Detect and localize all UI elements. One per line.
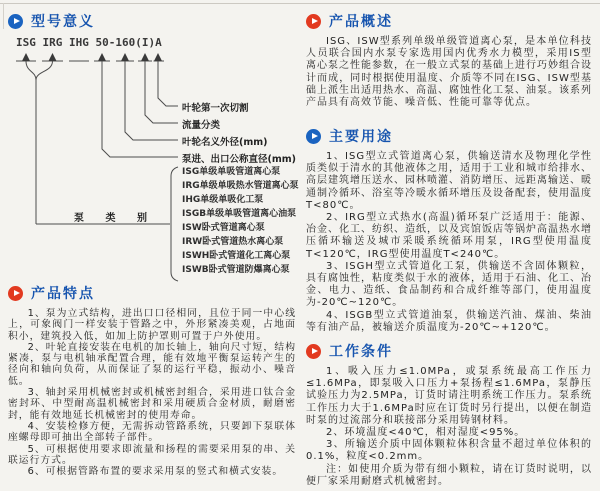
use-paragraph: 2、IRG型立式热水(高温)循环泵广泛适用于：能源、冶金、化工、纺织、造纸，以及宾馆饭店等锅炉高温热水增压循环输送及城市采暖系统循环用泵，IRG型使用温度T<120℃，IRG型使用温度T<240℃。	[306, 212, 592, 260]
feature-paragraph: 6、可根据管路布置的要求采用泵的竖式和横式安装。	[27, 466, 284, 478]
feature-paragraph: 3、轴封采用机械密封或机械密封组合，采用进口钛合金密封环、中型耐高温机械密封和采用硬质合金材质，耐磨密封，能有效地延长机械密封的使用寿命。	[8, 387, 296, 421]
diagram-callout-label: 叶轮第一次切割	[182, 103, 249, 114]
section-model-meaning	[8, 12, 299, 282]
scan-edge-left	[3, 3, 4, 29]
use-paragraph: 4、ISGB型立式管道油泵，供输送汽油、煤油、柴油等有油产品，被输送介质温度为-20℃~+120℃。	[306, 309, 592, 333]
section-title: 型号意义	[31, 14, 95, 30]
use-paragraph: 1、ISG型立式管道离心泵，供输送清水及物理化学性质类似于清水的其他液体之用，适用于工业和城市给排水、高层建筑增压送水、园林喷灌、消防增压、远距离输送、暖通制冷循环、浴室等冷暖水循环增压及设备配套，使用温度T<80℃。	[306, 151, 592, 211]
scan-edge-top	[0, 3, 600, 4]
feature-paragraph: 2、叶轮直接安装在电机的加长轴上，轴向尺寸短，结构紧凑，泵与电机轴承配置合理，能有效地平衡泵运转产生的径向和轴向负荷，从而保证了泵的运行平稳，振动小、噪音低。	[8, 341, 296, 387]
pump-category-label: 泵 类 别	[74, 213, 156, 224]
triangle-glyph	[312, 133, 318, 139]
section-header	[306, 127, 592, 145]
section-working-conditions	[306, 342, 592, 488]
section-header	[306, 342, 592, 360]
section-header	[306, 12, 592, 30]
model-code-diagram	[8, 36, 299, 282]
condition-paragraph: 3、所输送介质中固体颗粒体积含量不超过单位体积的0.1%，粒度<0.2mm。	[306, 439, 592, 463]
up-arrow-icons	[22, 53, 162, 61]
feature-paragraph: 5、可根据使用要求即流量和扬程的需要采用泵的串、关联运行方式。	[8, 443, 296, 466]
model-code-text: ISG IRG IHG 50-160(I)A	[16, 36, 162, 49]
diagram-callout-label: 流量分类	[182, 120, 221, 131]
triangle-glyph	[14, 18, 20, 24]
condition-note: 注：如使用介质为带有细小颗粒，请在订货时说明，以便厂家采用耐磨式机械密封。	[306, 463, 592, 487]
pump-type-list	[182, 165, 299, 277]
play-bullet-icon	[306, 344, 321, 359]
pump-type-item: IRW卧式管道热水离心泵	[182, 237, 284, 247]
use-paragraph: 3、ISGH型立式管道化工泵，供输送不含固体颗粒，具有腐蚀性，粘度类似于水的液体，适用于石油、化工、冶金、电力、造纸、食品制药和合成纤维等部门，使用温度为-20℃~120℃。	[306, 260, 592, 309]
section-header	[8, 284, 296, 302]
condition-paragraph: 1、吸入压力≤1.0MPa，或泵系统最高工作压力≤1.6MPa，即泵吸入口压力+泵扬程≤1.6MPa，泵静压试验压力为2.5MPa，订货时请注明系统工作压力。泵系统工作压力大于1.6MPa时应在订货时另行提出，以便在制造时泵的过流部分和联接部分采用铸钢材料。	[306, 366, 592, 426]
pump-type-item: IRG单级单吸热水管道离心泵	[182, 181, 299, 191]
section-title: 主要用途	[329, 129, 393, 145]
triangle-glyph	[14, 290, 20, 296]
pump-type-item: ISGB单级单吸管道离心油泵	[182, 209, 297, 219]
feature-paragraph: 4、安装检修方便，无需拆动管路系统，只要卸下泵联体座螺母即可抽出全部转子部件。	[8, 420, 296, 444]
section-product-overview	[306, 12, 592, 109]
pump-type-item: ISWH卧式管道化工离心泵	[182, 251, 291, 261]
play-bullet-icon	[306, 14, 321, 29]
section-header	[8, 12, 296, 30]
pump-type-item: ISG单级单吸管道离心泵	[182, 167, 281, 177]
pump-type-item: ISW卧式管道离心泵	[182, 223, 265, 233]
diagram-callout-label: 泵进、出口公称直径(mm)	[182, 154, 296, 165]
pump-type-item: ISWB卧式管道防爆离心泵	[182, 265, 290, 275]
play-bullet-icon	[306, 129, 321, 144]
section-main-uses	[306, 127, 592, 334]
left-column	[8, 8, 299, 486]
section-product-features	[8, 284, 296, 477]
section-title: 产品概述	[329, 14, 393, 30]
section-title: 工作条件	[329, 344, 393, 360]
right-column	[306, 8, 592, 486]
triangle-glyph	[312, 348, 318, 354]
diagram-callout-label: 叶轮名义外径(mm)	[182, 137, 268, 148]
play-bullet-icon	[8, 286, 23, 301]
section-title: 产品特点	[31, 286, 95, 302]
play-bullet-icon	[8, 14, 23, 29]
overview-paragraph: ISG、ISW型系列单级单级管道离心泵，是本单位科技人员联合国内水泵专家选用国内优秀水力模型，采用IS型离心泵之性能参数，在一般立式泵的基础上进行巧妙组合设计而成，同时根据使用温度、介质等不同在ISG、ISW型基础上派生出适用热水、高温、腐蚀性化工泵、油泵。该系列产品具有高效节能、噪音低、性能可靠等优点。	[306, 36, 592, 109]
feature-paragraph: 1、泵为立式结构，进出口口径相同，且位于同一中心线上，可象阀门一样安装于管路之中，外形紧凑美观，占地面积小，建筑投入低，如加上防护罩则可置于户外使用。	[8, 308, 296, 342]
condition-paragraph: 2、环境温度<40℃，相对湿度<95%。	[326, 427, 526, 439]
triangle-glyph	[312, 18, 318, 24]
pump-type-item: IHG单级单吸化工泵	[182, 195, 264, 205]
